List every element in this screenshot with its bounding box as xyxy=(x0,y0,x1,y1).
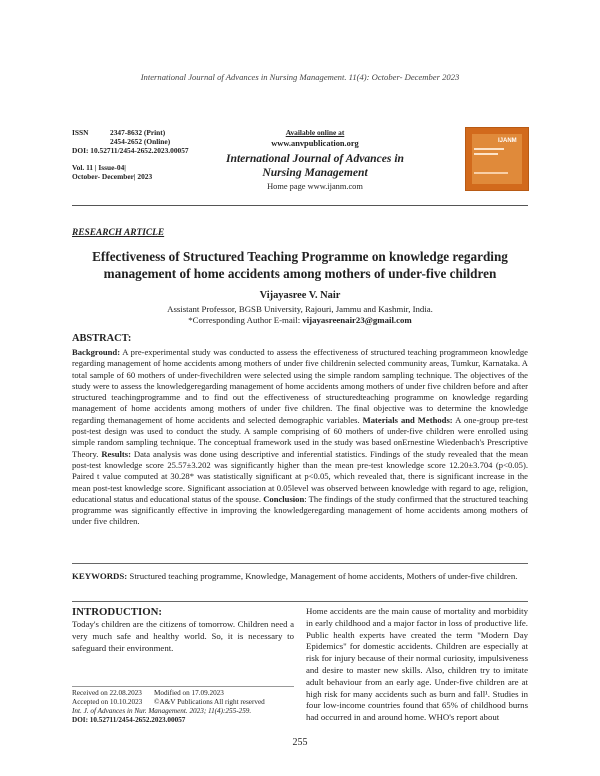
cover-logo: IJANM xyxy=(498,138,517,144)
abstract-heading: ABSTRACT: xyxy=(72,333,132,344)
methods-label: Materials and Methods: xyxy=(362,414,453,425)
journal-meta xyxy=(72,128,189,181)
publisher-site-link[interactable]: www.anvpublication.org xyxy=(271,139,359,148)
introduction-left-column: Today's children are the citizens of tomorrow. Children need a very much safe and healthy world. So, it is necessary to safeguard their environment. xyxy=(72,619,294,653)
home-page-link[interactable]: www.ijanm.com xyxy=(307,182,363,191)
keywords-text: Structured teaching programme, Knowledge, Management of home accidents, Mothers of under-five children. xyxy=(127,571,518,581)
footer-doi: DOI: 10.52711/2454-2652.2023.00057 xyxy=(72,716,186,724)
journal-name: International Journal of Advances in Nursing Management xyxy=(225,152,405,179)
issn-print: 2347-8632 (Print) xyxy=(110,128,166,137)
rights-statement: ©A&V Publications All right reserved xyxy=(154,698,265,706)
article-type: RESEARCH ARTICLE xyxy=(72,228,165,238)
meta-doi: DOI: 10.52711/2454-2652.2023.00057 xyxy=(72,146,189,156)
volume-issue: Vol. 11 | Issue-04| xyxy=(72,162,126,172)
citation: Int. J. of Advances in Nur. Management. 2023; 11(4):255-259. xyxy=(72,707,252,715)
available-online-label: Available online at xyxy=(285,128,345,137)
keywords-bottom-divider xyxy=(72,601,528,602)
author-affiliation xyxy=(72,304,528,326)
corresponding-author xyxy=(72,315,528,326)
results-label: Results: xyxy=(101,448,131,459)
author-email-link[interactable]: vijayasreenair23@gmail.com xyxy=(302,315,412,325)
abstract-body xyxy=(72,347,528,528)
background-text: A pre-experimental study was conducted to assess the effectiveness of structured teaching programmeon knowledge regarding management of home accidents among mothers of under five childrenin selected community areas, Tumkur, Karnataka. A total sample of 60 mothers of under-fivechildren were selected using the simple random sampling technique. The objectives of the study were to assess the knowledgeregarding management of home accidents among mothers of under five children before and after structured teachingprogramme and to find out the effectiveness of structuredteaching programme on knowledge regarding management of home accidents among mothers of under five children. The final objective was to determine the knowledge regarding themanagement of home accidents and selected demographic variables. xyxy=(72,347,528,425)
keywords-top-divider xyxy=(72,563,528,564)
results-text: Data analysis was done using descriptive and inferential statistics. Findings of the study revealed that the mean post-test knowledge score 25.57±3.202 was significantly higher than the mean pre-test knowledge score 12.20±3.704 (p<0.05). Paired t value computed at 30.28* was statistically significant at p<0.05, which revealed that, there is significant increase in the mean post-test knowledge score. Significant association at 0.05level was observed between knowledge with regard to age, religion, educational status and educational status of the spouse. xyxy=(72,448,528,504)
conclusion-label: Conclusion xyxy=(263,493,305,504)
methods-text: A one-group pre-test post-test design was used to conduct the study. A sample comprising of 60 mothers of under-five children were enrolled using simple random sampling technique. The conceptual framework used in the study was based onErnestine Wiedenbach's Prescriptive Theory. xyxy=(72,414,528,459)
modified-date: Modified on 17.09.2023 xyxy=(154,689,224,697)
article-history-footnote xyxy=(72,689,294,725)
background-label: Background: xyxy=(72,347,121,357)
journal-masthead xyxy=(210,128,420,191)
affiliation-text: Assistant Professor, BGSB University, Rajouri, Jammu and Kashmir, India. xyxy=(167,304,433,314)
corresponding-label: *Corresponding Author E-mail: xyxy=(188,315,303,325)
introduction-heading: INTRODUCTION: xyxy=(72,606,162,618)
issn-online: 2454-2652 (Online) xyxy=(110,137,171,147)
footnote-divider xyxy=(72,686,294,687)
keywords xyxy=(72,571,528,583)
conclusion-text: : The findings of the study confirmed that the structured teaching programme was significantly effective in improving the knowledgeregarding management of home accidents among mothers of under five children. xyxy=(72,493,528,527)
article-title: Effectiveness of Structured Teaching Programme on knowledge regarding management of home accidents among mothers of under-five children xyxy=(92,249,508,281)
introduction-right-column: Home accidents are the main cause of mortality and morbidity in early childhood and a major factor in loss of productive life. Public health experts have created the term "Modern Day Epidemics" for domestic accidents. Children are especially at risk for injury because of their normal curiosity, impulsiveness and desire to master new skills. Also, children try to imitate adult behaviour from an early age. Under-five children are at high risk for many accidents such as burn and fall¹. Studies in four low-income countries found that 65% of childhood burns had occurred in and around home. WHO's report about xyxy=(306,606,528,723)
journal-cover-image xyxy=(465,127,529,191)
author-name: Vijayasree V. Nair xyxy=(259,290,341,301)
home-page-line xyxy=(210,182,420,191)
received-date: Received on 22.08.2023 xyxy=(72,689,142,697)
home-page-label: Home page xyxy=(267,182,308,191)
keywords-label: KEYWORDS: xyxy=(72,571,128,581)
running-header: International Journal of Advances in Nursing Management. 11(4): October- December 2023 xyxy=(140,72,460,82)
header-divider xyxy=(72,205,528,206)
page-number: 255 xyxy=(292,737,308,748)
issn-label: ISSN xyxy=(72,128,89,137)
issue-period: October- December| 2023 xyxy=(72,171,153,181)
accepted-date: Accepted on 10.10.2023 xyxy=(72,698,143,706)
